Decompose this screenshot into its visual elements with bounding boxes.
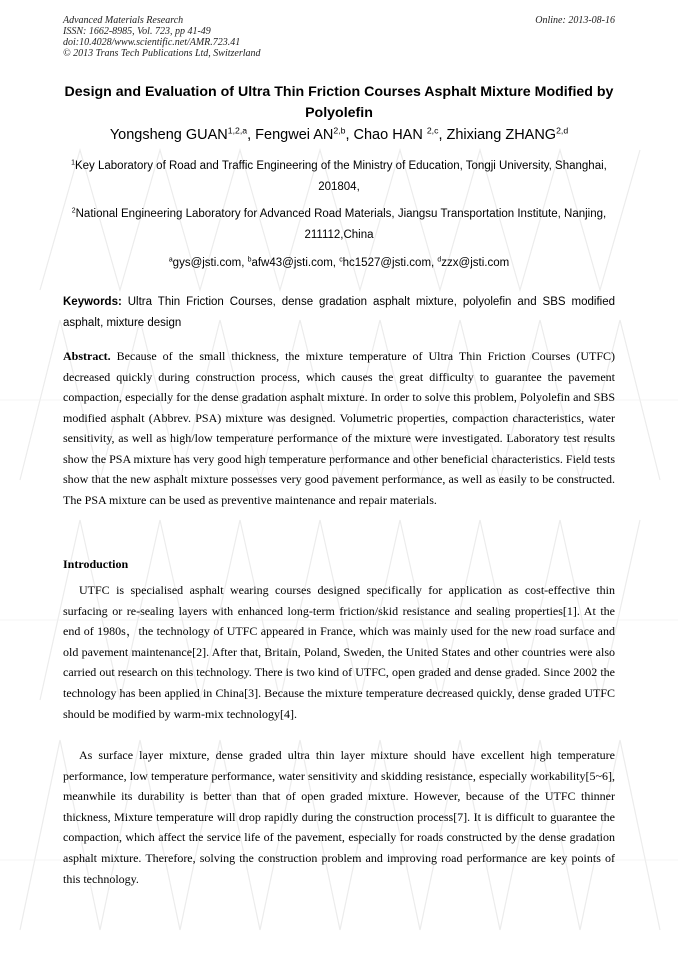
abstract-text: Because of the small thickness, the mixture temperature of Ultra Thin Friction Courses (UTFC) decreased quickly during construction process, which causes the great difficulty to guarantee the pavement compaction, especially for the dense gradation asphalt mixture. In order to solve this problem, Polyolefin and SBS modified asphalt (Abbrev. PSA) mixture was designed. Volumetric properties, compaction characteristics, water sensitivity, as well as high/low temperature performance of the mixture were investigated. Laboratory test results show the PSA mixture has very good high temperature performance and other beneficial characteristics. Field tests show that the new asphalt mixture possesses very good pavement performance, as well as easily to be constructed. The PSA mixture can be used as preventive maintenance and repair materials. — [63, 349, 615, 507]
email-address[interactable]: zzx@jsti.com — [441, 257, 510, 269]
email-list — [63, 253, 615, 273]
email-mark: b — [247, 256, 252, 264]
journal-issn: ISSN: 1662-8985, Vol. 723, pp 41-49 — [63, 26, 211, 37]
keywords-label: Keywords: — [63, 296, 122, 308]
author — [255, 127, 345, 143]
author-affiliation-mark: 1,2,a — [227, 125, 248, 136]
introduction-paragraph-2: As surface layer mixture, dense graded ultra thin layer mixture should have excellent high temperature performance, low temperature performance, water sensitivity and skidding resistance, especially workability[5~6], meanwhile its durability is better than that of open graded mixture. However, because of the UTFC thinner thickness, Mixture temperature will drop rapidly during the construction process[7]. It is difficult to guarantee the compaction, which affect the service life of the pavement, especially for roads constructed by the dense gradation asphalt mixture. Therefore, solving the construction problem and improving road performance are key points of this technology. — [63, 748, 615, 886]
introduction-paragraph-1: UTFC is specialised asphalt wearing courses designed specifically for application as cost-effective thin surfacing or re-sealing layers with enhanced long-term friction/skid resistance and sealing properties[1]. At the end of 1980s，the technology of UTFC appeared in France, which was mainly used for the new road surface and old pavement maintenance[2]. After that, Britain, Poland, Sweden, the United States and other countries were also carried out research on this technology. There is two kind of UTFC, open graded and dense graded. Since 2002 the technology has been applied in China[3]. Because the mixture temperature decreased quickly, dense graded UTFC should be modified by warm-mix technology[4]. — [63, 583, 615, 721]
email-address[interactable]: gys@jsti.com — [172, 257, 242, 269]
author — [354, 127, 439, 143]
affiliation-text: Key Laboratory of Road and Traffic Engineering of the Ministry of Education, Tongji University, Shanghai, 201804, — [74, 160, 607, 193]
journal-copyright: © 2013 Trans Tech Publications Ltd, Switzerland — [63, 48, 261, 59]
introduction-heading: Introduction — [63, 557, 129, 571]
author-separator: , — [247, 127, 256, 143]
author-name: Zhixiang ZHANG — [446, 127, 557, 143]
abstract-section — [63, 346, 615, 510]
author — [447, 127, 569, 143]
affiliation-1 — [63, 156, 615, 198]
author-affiliation-mark: 2,d — [556, 125, 569, 136]
keywords-section — [63, 292, 615, 334]
journal-header — [63, 15, 261, 59]
author-separator: , — [438, 127, 447, 143]
keywords-text: Ultra Thin Friction Courses, dense gradation asphalt mixture, polyolefin and SBS modified asphalt, mixture design — [63, 296, 615, 329]
email-separator: , — [241, 257, 248, 269]
paper-title: Design and Evaluation of Ultra Thin Friction Courses Asphalt Mixture Modified by Polyolefin — [64, 84, 614, 121]
author-separator: , — [345, 127, 354, 143]
affiliation-mark: 2 — [71, 207, 76, 215]
online-date: Online: 2013-08-16 — [535, 15, 615, 26]
author-name: Chao HAN — [353, 127, 427, 143]
affiliation-mark: 1 — [71, 159, 75, 167]
email-separator: , — [431, 257, 438, 269]
email-address[interactable]: afw43@jsti.com — [251, 257, 333, 269]
author-list — [40, 125, 638, 145]
journal-doi: doi:10.4028/www.scientific.net/AMR.723.41 — [63, 37, 241, 48]
author-affiliation-mark: 2,b — [333, 125, 346, 136]
author — [110, 127, 247, 143]
abstract-label: Abstract. — [63, 349, 111, 363]
author-name: Fengwei AN — [255, 127, 334, 143]
author-affiliation-mark: 2,c — [426, 125, 439, 136]
email-mark: d — [437, 256, 442, 264]
journal-name: Advanced Materials Research — [63, 15, 184, 26]
email-address[interactable]: hc1527@jsti.com — [342, 257, 432, 269]
email-separator: , — [332, 257, 340, 269]
affiliation-text: National Engineering Laboratory for Advanced Road Materials, Jiangsu Transportation Institute, Nanjing, 211112,China — [75, 208, 607, 241]
email-mark: c — [339, 256, 343, 264]
affiliation-2 — [63, 204, 615, 246]
email-mark: a — [168, 256, 173, 264]
author-name: Yongsheng GUAN — [109, 127, 228, 143]
